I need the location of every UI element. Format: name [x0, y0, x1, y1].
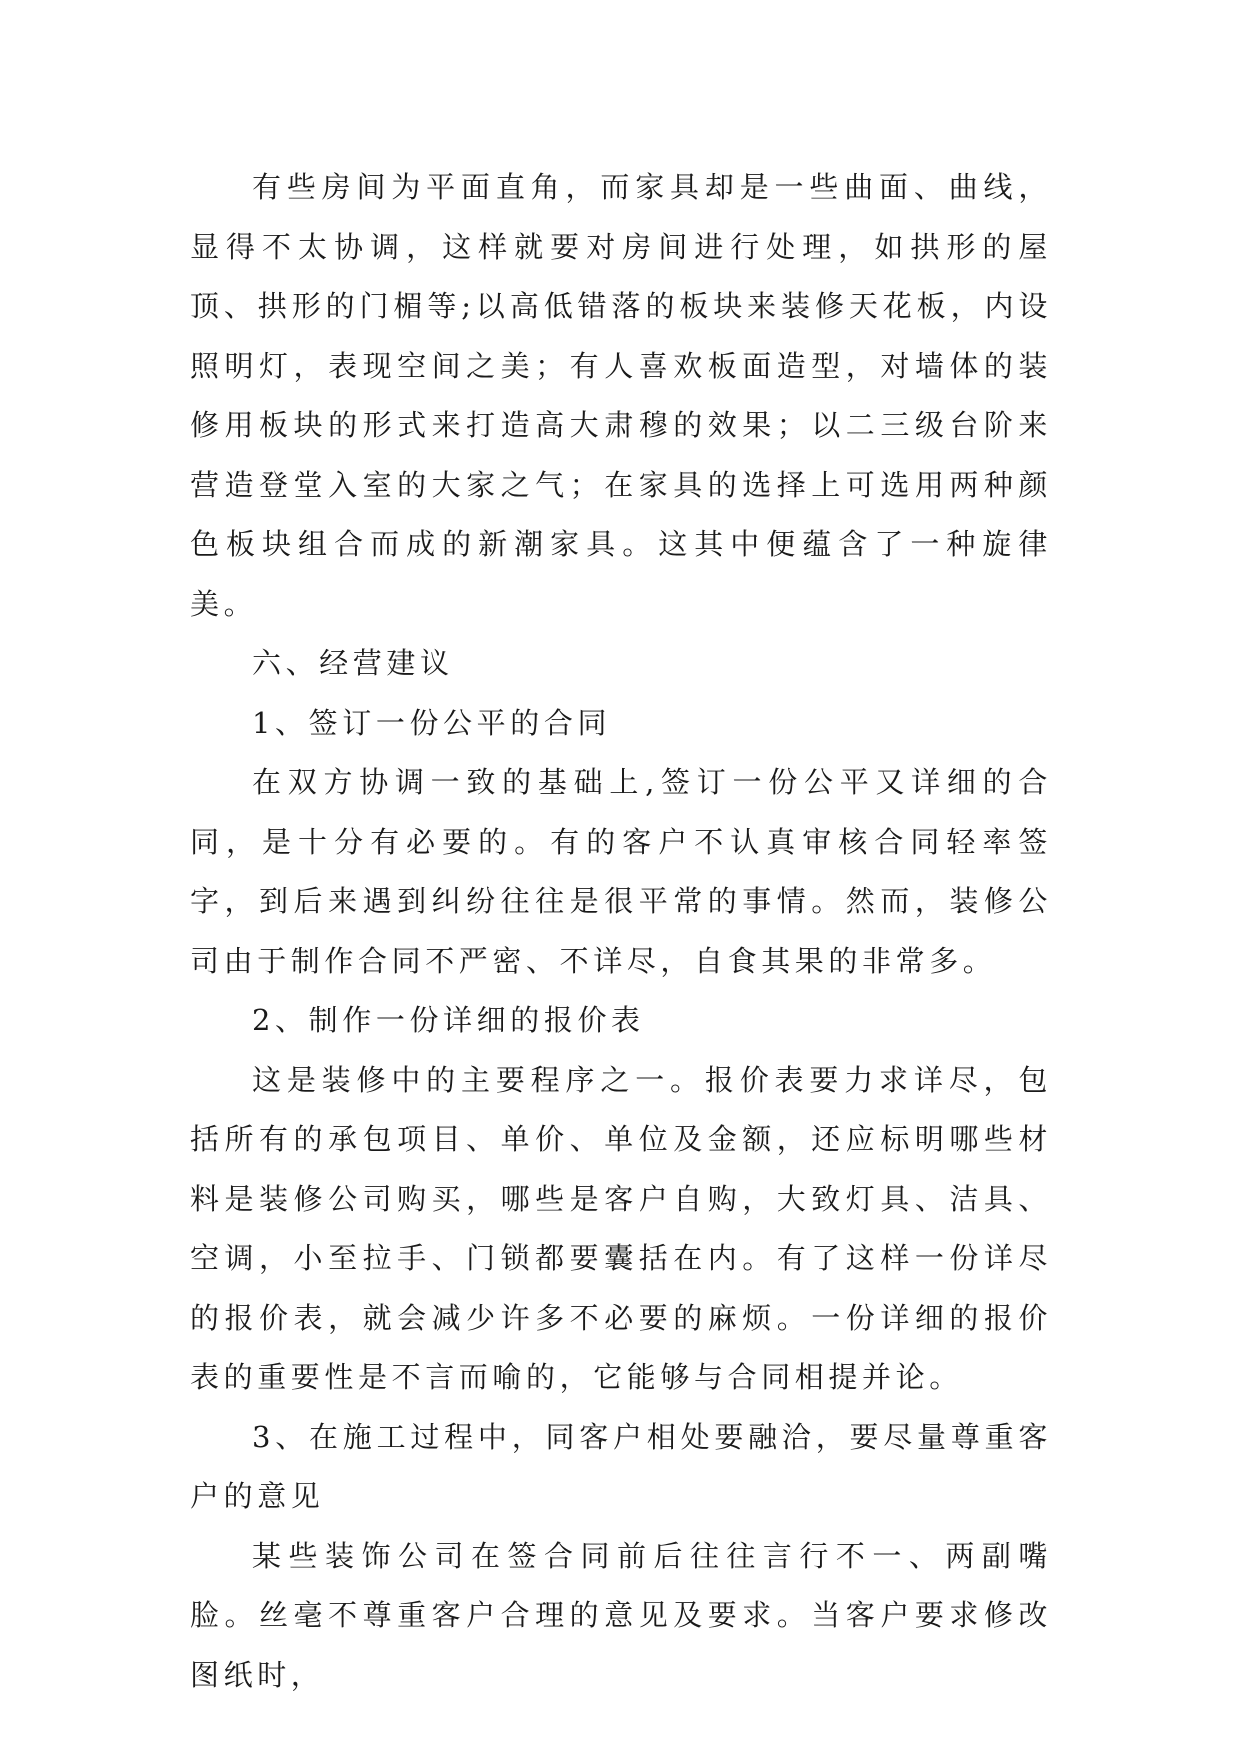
paragraph-quotation: 这是装修中的主要程序之一。报价表要力求详尽，包括所有的承包项目、单价、单位及金额，还应标明哪些材料是装修公司购买，哪些是客户自购，大致灯具、洁具、空调，小至拉手、门锁都要囊括在内。有了这样一份详尽的报价表，就会减少许多不必要的麻烦。一份详细的报价表的重要性是不言而喻的，它能够与合同相提并论。	[190, 1062, 1052, 1394]
document-body	[190, 158, 1052, 1705]
subheading-quotation: 2、制作一份详细的报价表	[252, 1003, 645, 1037]
section-heading-business-advice: 六、经营建议	[252, 646, 454, 680]
subheading-contract: 1、签订一份公平的合同	[252, 705, 612, 740]
paragraph-contract: 在双方协调一致的基础上,签订一份公平又详细的合同，是十分有必要的。有的客户不认真审核合同轻率签字，到后来遇到纠纷往往是很平常的事情。然而，装修公司由于制作合同不严密、不详尽，自食其果的非常多。	[190, 765, 1052, 978]
subheading-customer-relations: 3、在施工过程中，同客户相处要融洽，要尽量尊重客户的意见	[190, 1419, 1052, 1513]
paragraph-room-design: 有些房间为平面直角，而家具却是一些曲面、曲线，显得不太协调，这样就要对房间进行处理，如拱形的屋顶、拱形的门楣等;以高低错落的板块来装修天花板，内设照明灯，表现空间之美；有人喜欢板面造型，对墙体的装修用板块的形式来打造高大肃穆的效果；以二三级台阶来营造登堂入室的大家之气；在家具的选择上可选用两种颜色板块组合而成的新潮家具。这其中便蕴含了一种旋律美。	[190, 170, 1052, 621]
paragraph-customer-relations: 某些装饰公司在签合同前后往往言行不一、两副嘴脸。丝毫不尊重客户合理的意见及要求。当客户要求修改图纸时，	[190, 1538, 1052, 1692]
